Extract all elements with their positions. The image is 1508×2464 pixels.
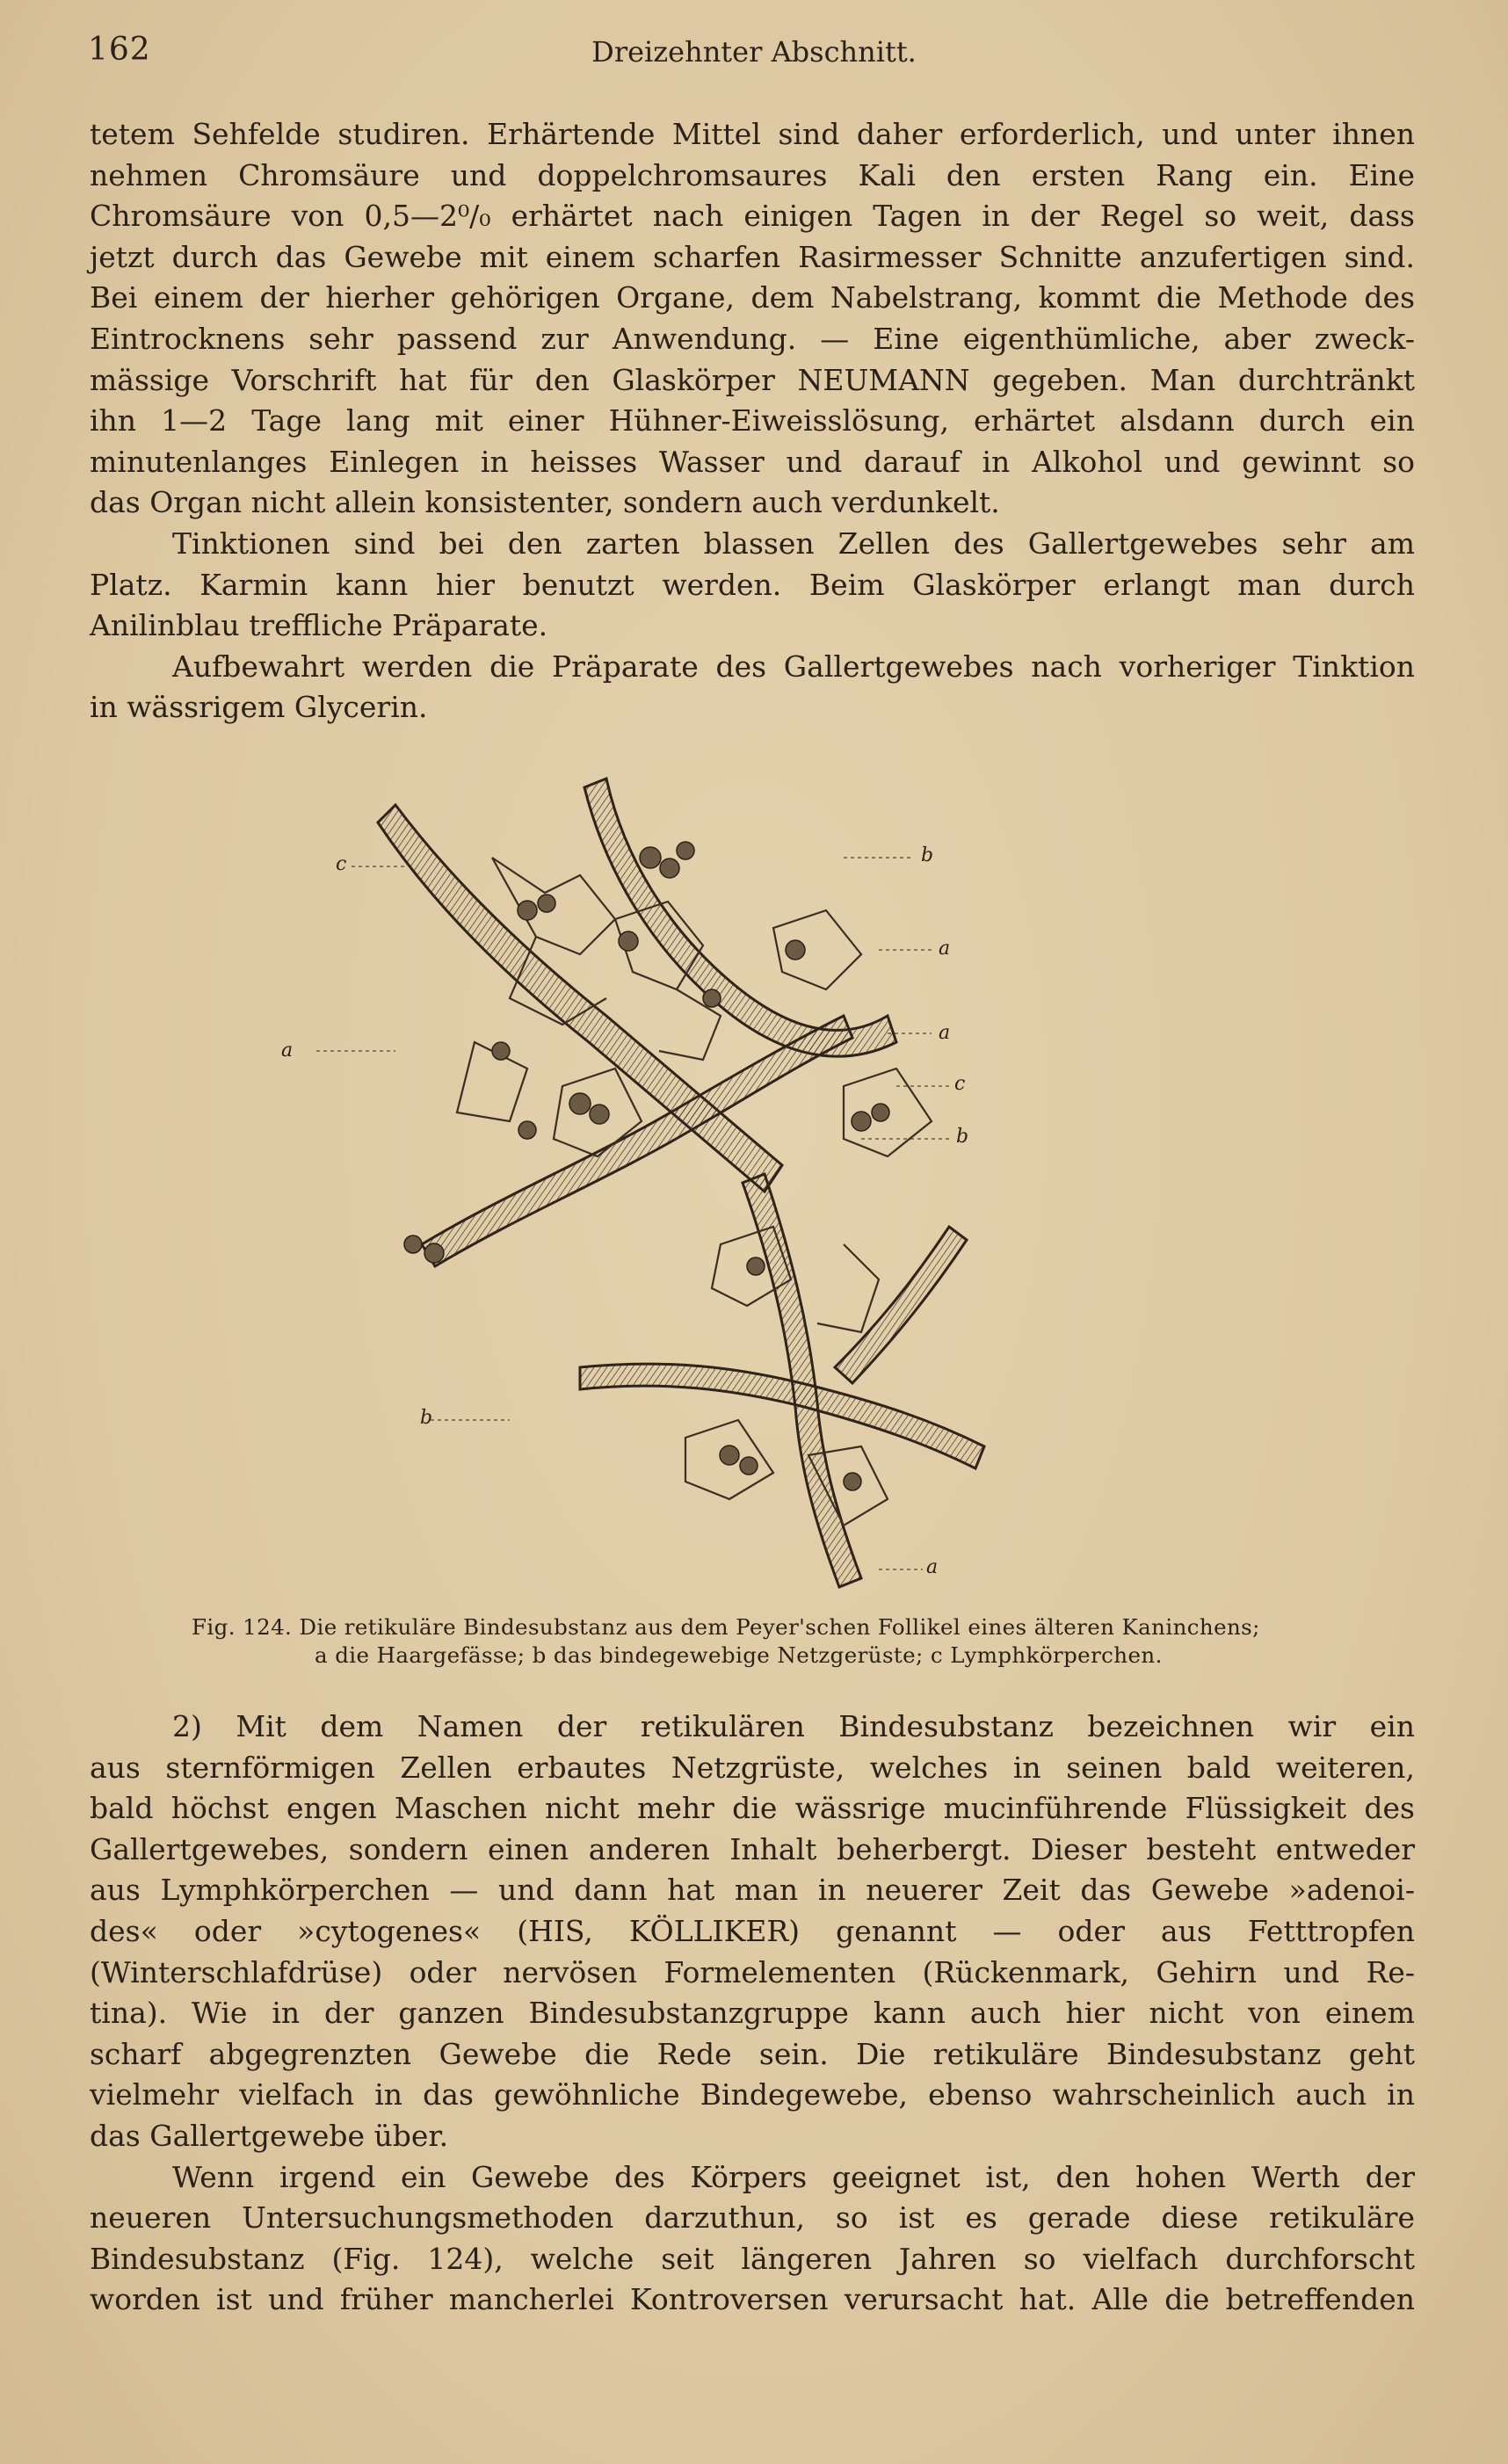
text-line: das Organ nicht allein konsistenter, sondern auch verdunkelt. bbox=[90, 485, 1000, 520]
text-line: Bei einem der hierher gehörigen Organe, dem Nabelstrang, kommt die Methode des bbox=[90, 280, 1415, 315]
text-line: Eintrocknens sehr passend zur Anwendung. — Eine eigenthümliche, aber zweck- bbox=[90, 321, 1415, 356]
text-line: aus sternförmigen Zellen erbautes Netzgrüste, welches in seinen bald weiteren, bbox=[90, 1750, 1415, 1785]
text-block-top bbox=[90, 114, 1415, 728]
text-line: mässige Vorschrift hat für den Glaskörper NEUMANN gegeben. Man durchtränkt bbox=[90, 362, 1415, 397]
text-line: des« oder »cytogenes« (HIS, KÖLLIKER) genannt — oder aus Fetttropfen bbox=[90, 1913, 1415, 1948]
caption-line: Fig. 124. Die retikuläre Bindesubstanz aus dem Peyer'schen Follikel eines älteren Kaninchens; bbox=[192, 1614, 1260, 1640]
text-line: jetzt durch das Gewebe mit einem scharfen Rasirmesser Schnitte anzufertigen sind. bbox=[90, 239, 1415, 274]
label-c-right: c bbox=[954, 1073, 966, 1095]
text-line: 2) Mit dem Namen der retikulären Bindesubstanz bezeichnen wir ein bbox=[172, 1709, 1415, 1743]
text-line: Anilinblau treffliche Präparate. bbox=[90, 608, 548, 643]
text-line: (Winterschlafdrüse) oder nervösen Formelementen (Rückenmark, Gehirn und Re- bbox=[90, 1954, 1415, 1989]
label-c-top: c bbox=[336, 853, 347, 875]
text-line: das Gallertgewebe über. bbox=[90, 2118, 449, 2153]
running-head: Dreizehnter Abschnitt. bbox=[591, 35, 917, 69]
text-line: Wenn irgend ein Gewebe des Körpers geeignet ist, den hohen Werth der bbox=[172, 2159, 1415, 2194]
caption-line: a die Haargefässe; b das bindegewebige Netzgerüste; c Lymphkörperchen. bbox=[315, 1642, 1163, 1668]
text-line: vielmehr vielfach in das gewöhnliche Bindegewebe, ebenso wahrscheinlich auch in bbox=[90, 2077, 1415, 2113]
page-header bbox=[88, 32, 1420, 76]
reticular-tissue-drawing bbox=[281, 752, 1160, 1605]
text-line: Gallertgewebes, sondern einen anderen Inhalt beherbergt. Dieser besteht entweder bbox=[90, 1831, 1415, 1866]
label-a-bottom: a bbox=[926, 1556, 939, 1578]
page-number: 162 bbox=[88, 32, 151, 68]
figure-labels bbox=[281, 844, 968, 1578]
label-b-right: b bbox=[956, 1126, 969, 1148]
label-b-top: b bbox=[921, 844, 934, 866]
text-line: minutenlanges Einlegen in heisses Wasser und darauf in Alkohol und gewinnt so bbox=[90, 444, 1415, 479]
text-block-bottom bbox=[90, 1707, 1415, 2321]
text-line: Tinktionen sind bei den zarten blassen Zellen des Gallertgewebes sehr am bbox=[172, 525, 1415, 561]
text-line: tetem Sehfelde studiren. Erhärtende Mittel sind daher erforderlich, und unter ihnen bbox=[90, 117, 1415, 151]
label-a-left: a bbox=[281, 1040, 294, 1062]
text-line: in wässrigem Glycerin. bbox=[90, 690, 428, 725]
text-line: Aufbewahrt werden die Präparate des Gallertgewebes nach vorheriger Tinktion bbox=[172, 649, 1415, 684]
text-line: Chromsäure von 0,5—2⁰/₀ erhärtet nach einigen Tagen in der Regel so weit, dass bbox=[90, 199, 1415, 234]
text-line: aus Lymphkörperchen — und dann hat man in neuerer Zeit das Gewebe »adenoi- bbox=[90, 1873, 1415, 1908]
text-line: ihn 1—2 Tage lang mit einer Hühner-Eiweisslösung, erhärtet alsdann durch ein bbox=[90, 403, 1415, 438]
text-line: scharf abgegrenzten Gewebe die Rede sein. Die retikuläre Bindesubstanz geht bbox=[90, 2036, 1415, 2071]
capillary-vessels bbox=[378, 779, 984, 1587]
label-a-right: a bbox=[939, 938, 951, 960]
text-line: worden ist und früher mancherlei Kontroversen verursacht hat. Alle die betreffenden bbox=[90, 2282, 1415, 2317]
text-line: neueren Untersuchungsmethoden darzuthun, so ist es gerade diese retikuläre bbox=[90, 2200, 1415, 2236]
label-a-right2: a bbox=[939, 1022, 951, 1044]
text-line: tina). Wie in der ganzen Bindesubstanzgruppe kann auch hier nicht von einem bbox=[90, 1996, 1415, 2031]
figure-124-illustration bbox=[281, 752, 1160, 1605]
text-line: Platz. Karmin kann hier benutzt werden. Beim Glaskörper erlangt man durch bbox=[90, 567, 1415, 602]
label-b-bottom: b bbox=[420, 1407, 433, 1429]
text-line: nehmen Chromsäure und doppelchromsaures Kali den ersten Rang ein. Eine bbox=[90, 157, 1415, 192]
text-line: bald höchst engen Maschen nicht mehr die wässrige mucinführende Flüssigkeit des bbox=[90, 1791, 1415, 1826]
text-line: Bindesubstanz (Fig. 124), welche seit längeren Jahren so vielfach durchforscht bbox=[90, 2241, 1415, 2276]
figure-caption bbox=[192, 1613, 1334, 1670]
